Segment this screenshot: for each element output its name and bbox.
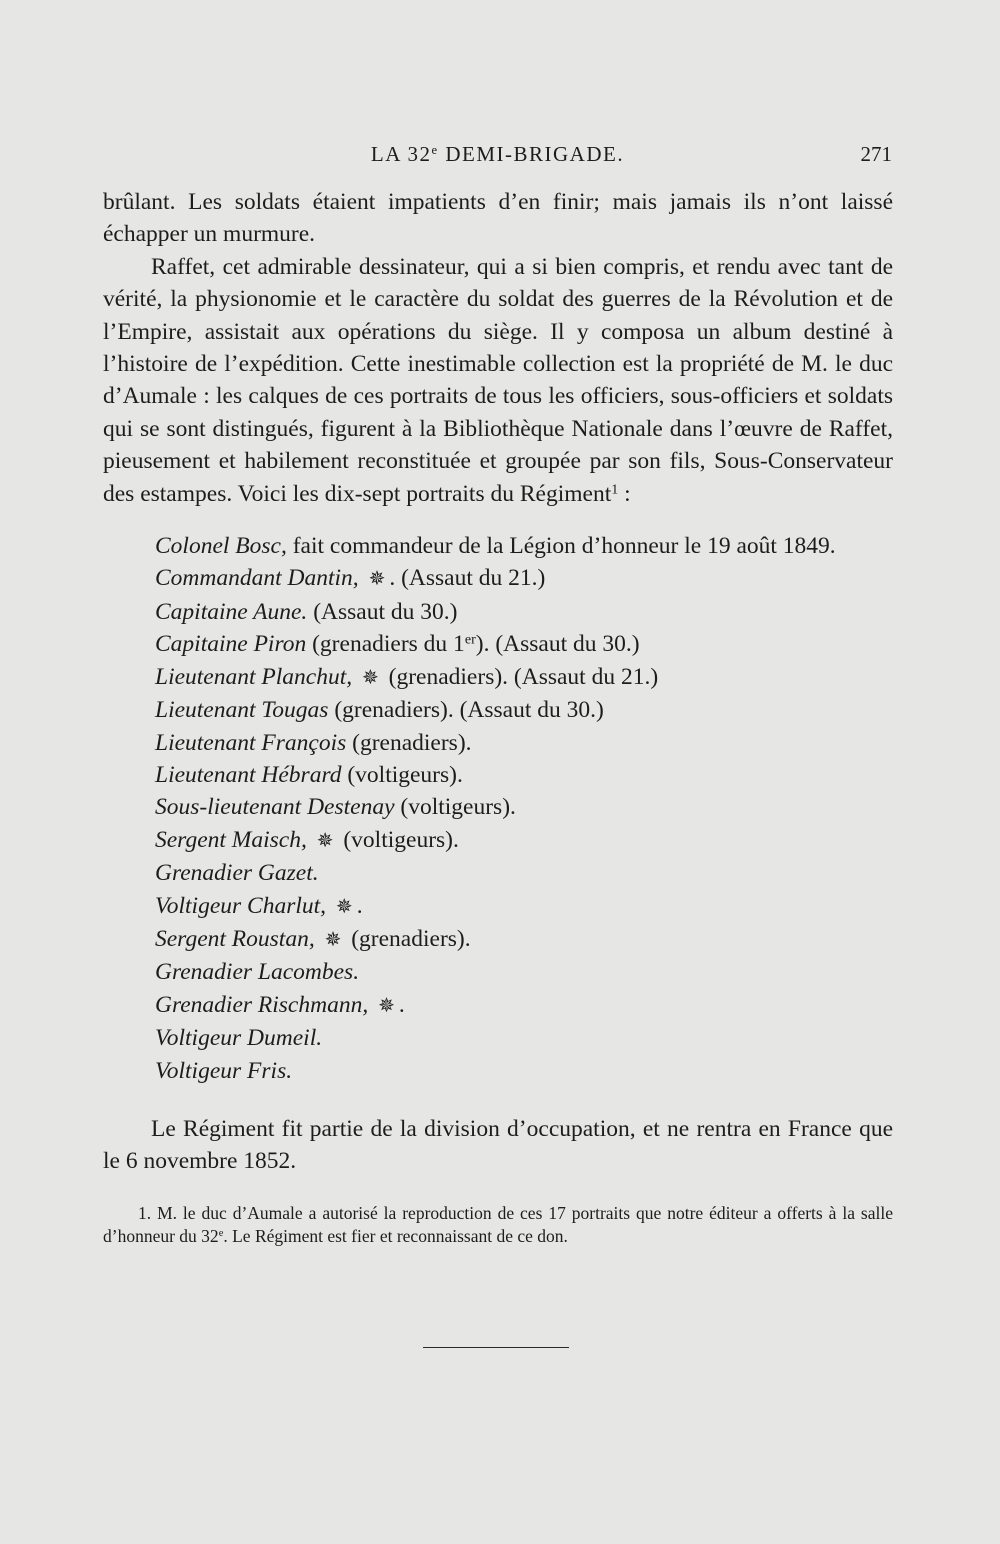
portrait-list-item xyxy=(155,1022,893,1054)
portrait-subject-name: Grenadier Lacombes. xyxy=(155,959,360,986)
portrait-subject-name: Sergent Maisch, xyxy=(155,826,307,853)
portrait-subject-name: Capitaine Piron xyxy=(155,631,307,658)
portrait-note: (grenadiers). (Assaut du 21.) xyxy=(382,663,659,690)
portrait-subject-name: Commandant Dantin, xyxy=(155,565,359,592)
portrait-list xyxy=(155,530,893,1087)
page-header xyxy=(103,142,892,176)
portrait-subject-name: Sergent Roustan, xyxy=(155,925,315,952)
portrait-subject-name: Lieutenant Hébrard xyxy=(155,761,342,788)
portrait-note: fait commandeur de la Légion d’honneur le 19 août 1849. xyxy=(286,533,836,560)
page-body xyxy=(103,186,893,1265)
portrait-note: (voltigeurs). xyxy=(394,794,516,821)
portrait-note: (grenadiers). xyxy=(345,925,471,952)
portrait-note: (Assaut du 30.) xyxy=(307,598,458,625)
legion-honneur-star-icon: ✵ xyxy=(324,928,342,951)
running-title: LA 32e DEMI-BRIGADE. xyxy=(370,142,625,166)
portrait-subject-name: Voltigeur Charlut, xyxy=(155,892,327,919)
legion-honneur-star-icon: ✵ xyxy=(378,994,395,1017)
portrait-list-item xyxy=(155,759,893,791)
page-number: 271 xyxy=(860,142,892,166)
portrait-list-item xyxy=(155,890,893,923)
portrait-list-item xyxy=(155,562,893,595)
paragraph-raffet: Raffet, cet admirable dessinateur, qui a si bien compris, et rendu avec tant de vérité, la physionomie et le caractère du soldat des guerres de la Révolution et de l’Empire, assistait aux opérations du siège. Il y composa un album destiné à l’histoire de l’expédition. Cette inestimable collection est la propriété de M. le duc d’Aumale : les calques de ces portraits de tous les officiers, sous-officiers et soldats qui se sont distingués, figurent à la Bibliothèque Nationale dans l’œuvre de Raffet, pieusement et habilement reconstituée et groupée par son fils, Sous-Conservateur des estampes. Voici les dix-sept portraits du Régiment$^1$ : xyxy=(103,253,893,507)
portrait-list-item xyxy=(155,727,893,759)
portrait-list-item xyxy=(155,596,893,628)
portrait-note: (grenadiers). (Assaut du 30.) xyxy=(328,697,604,724)
legion-honneur-star-icon: ✵ xyxy=(316,829,334,852)
legion-honneur-star-icon: ✵ xyxy=(335,895,353,918)
ordinal-superscript: er xyxy=(464,631,476,648)
closing-paragraph: Le Régiment fit partie de la division d’occupation, et ne rentra en France que le 6 novembre 1852. xyxy=(103,1115,893,1175)
portrait-list-item xyxy=(155,1055,893,1087)
portrait-subject-name: Grenadier Gazet. xyxy=(155,860,319,887)
portrait-list-item xyxy=(155,530,893,562)
portrait-note: (grenadiers). xyxy=(346,729,472,756)
legion-honneur-star-icon: ✵ xyxy=(362,666,379,689)
portrait-list-item xyxy=(155,989,893,1022)
end-rule xyxy=(423,1347,569,1348)
portrait-subject-name: Sous-lieutenant Destenay xyxy=(155,794,395,821)
portrait-list-item xyxy=(155,923,893,956)
footnote-reference: 1 xyxy=(611,480,619,497)
portrait-subject-name: Lieutenant François xyxy=(155,729,347,756)
portrait-list-item xyxy=(155,661,893,694)
portrait-list-item xyxy=(155,694,893,726)
legion-honneur-star-icon: ✵ xyxy=(368,568,386,591)
portrait-note: . xyxy=(398,991,405,1018)
portrait-note: (grenadiers du 1 xyxy=(306,631,465,658)
portrait-note: (voltigeurs). xyxy=(337,826,459,853)
portrait-subject-name: Lieutenant Tougas xyxy=(155,697,329,724)
footnote: 1. M. le duc d’Aumale a autorisé la reproduction de ces 17 portraits que notre éditeur a offerts à la salle d’honneur du 32e. Le Régiment est fier et reconnaissant de ce don. xyxy=(103,1202,893,1246)
portrait-subject-name: Capitaine Aune. xyxy=(155,598,308,625)
portrait-subject-name: Voltigeur Fris. xyxy=(155,1057,293,1084)
portrait-note: . (Assaut du 21.) xyxy=(389,565,546,592)
portrait-subject-name: Colonel Bosc, xyxy=(155,533,287,560)
portrait-subject-name: Lieutenant Planchut, xyxy=(155,663,353,690)
portrait-subject-name: Grenadier Rischmann, xyxy=(155,991,369,1018)
portrait-note: . xyxy=(356,892,363,919)
portrait-list-item xyxy=(155,824,893,857)
portrait-list-item xyxy=(155,956,893,988)
portrait-list-item xyxy=(155,628,893,660)
portrait-list-item xyxy=(155,791,893,823)
portrait-list-item xyxy=(155,857,893,889)
portrait-subject-name: Voltigeur Dumeil. xyxy=(155,1025,323,1052)
portrait-note: ). (Assaut du 30.) xyxy=(475,631,640,658)
portrait-note: (voltigeurs). xyxy=(341,761,463,788)
paragraph-continued: brûlant. Les soldats étaient impatients d’en finir; mais jamais ils n’ont laissé échapper un murmure. xyxy=(103,189,893,248)
